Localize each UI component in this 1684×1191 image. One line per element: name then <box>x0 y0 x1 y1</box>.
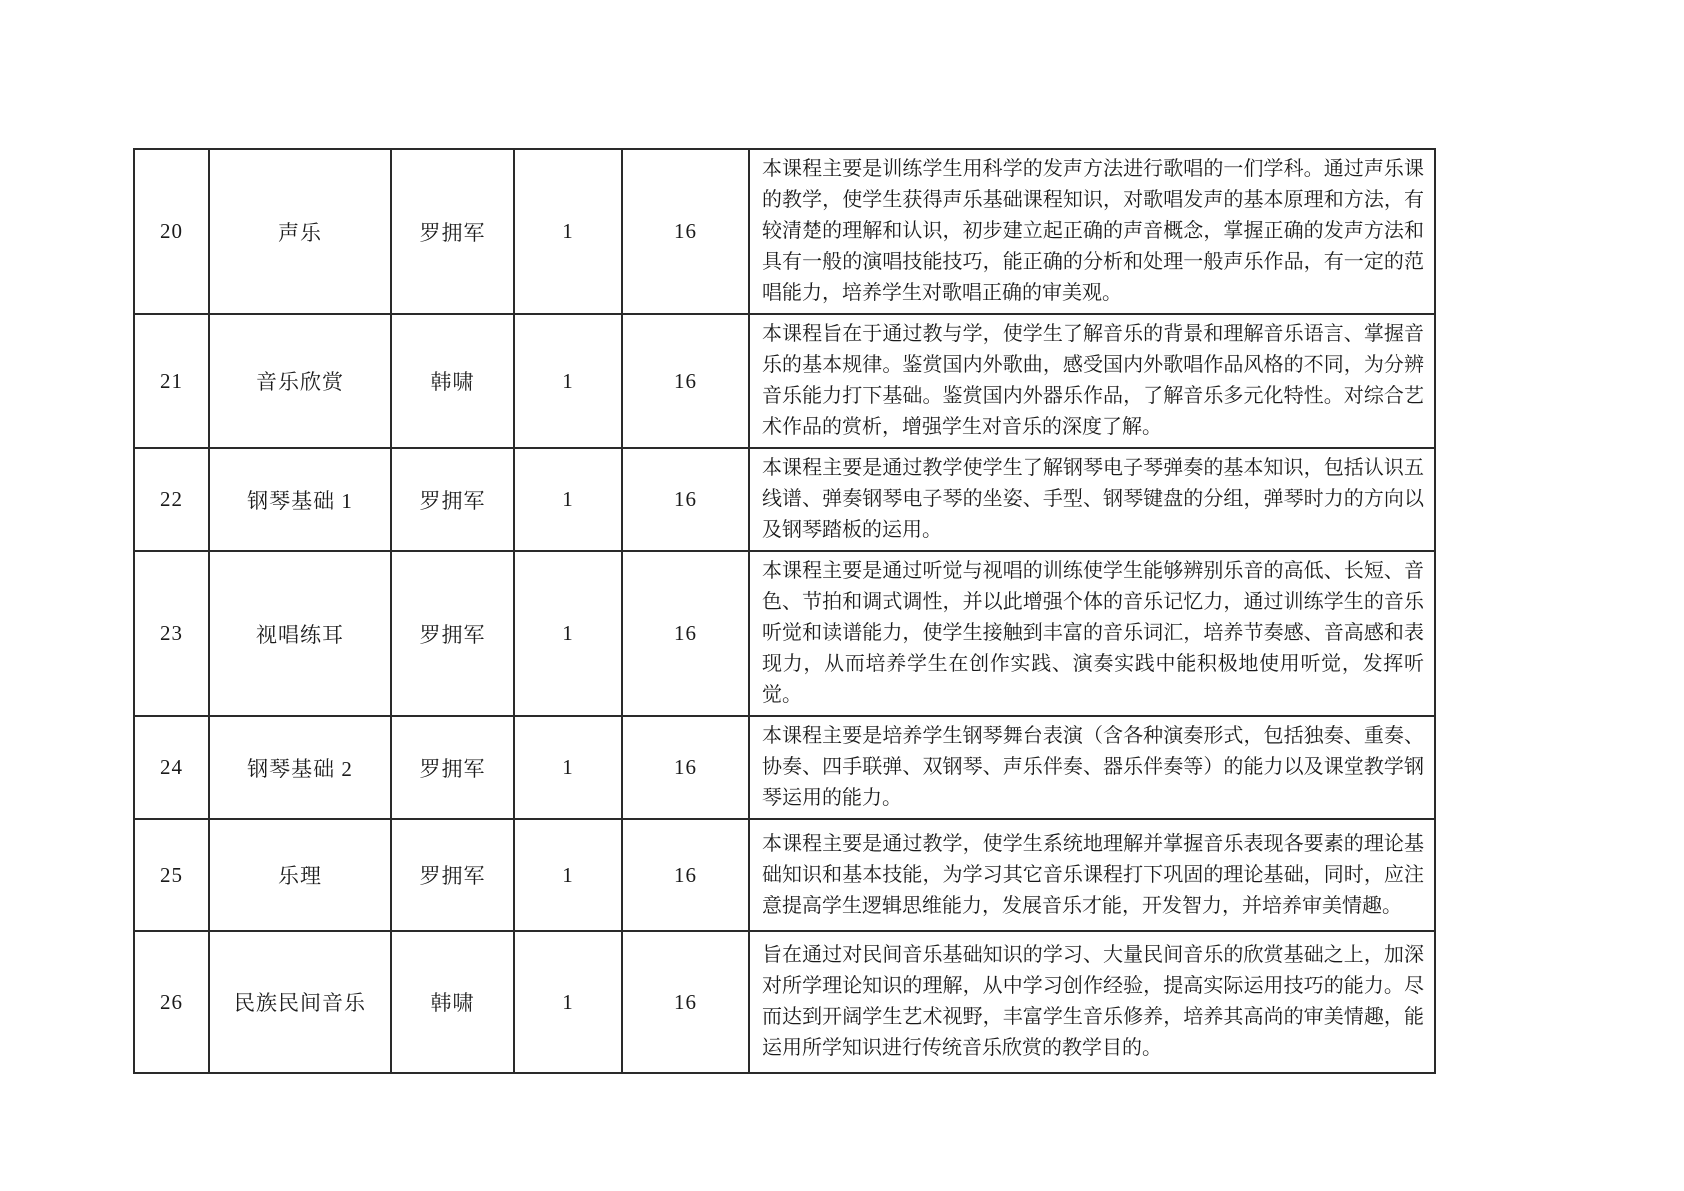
course-description-cell: 本课程主要是通过教学使学生了解钢琴电子琴弹奏的基本知识，包括认识五线谱、弹奏钢琴电子琴的坐姿、手型、钢琴键盘的分组，弹琴时力的方向以及钢琴踏板的运用。 <box>749 448 1435 551</box>
hours-cell: 16 <box>622 819 749 931</box>
row-number-cell: 26 <box>134 931 209 1073</box>
course-description-cell: 本课程主要是训练学生用科学的发声方法进行歌唱的一们学科。通过声乐课的教学，使学生获得声乐基础课程知识，对歌唱发声的基本原理和方法，有较清楚的理解和认识，初步建立起正确的声音概念，掌握正确的发声方法和具有一般的演唱技能技巧，能正确的分析和处理一般声乐作品，有一定的范唱能力，培养学生对歌唱正确的审美观。 <box>749 149 1435 314</box>
row-number-cell: 20 <box>134 149 209 314</box>
hours-cell: 16 <box>622 314 749 448</box>
course-name-cell: 音乐欣赏 <box>209 314 391 448</box>
credit-cell: 1 <box>514 931 622 1073</box>
course-name-cell: 民族民间音乐 <box>209 931 391 1073</box>
course-table-body <box>134 149 1435 1073</box>
course-name-cell: 声乐 <box>209 149 391 314</box>
teacher-name-cell: 罗拥军 <box>391 551 514 716</box>
credit-cell: 1 <box>514 819 622 931</box>
credit-cell: 1 <box>514 448 622 551</box>
credit-cell: 1 <box>514 149 622 314</box>
row-number-cell: 24 <box>134 716 209 819</box>
teacher-name-cell: 罗拥军 <box>391 149 514 314</box>
row-number-cell: 22 <box>134 448 209 551</box>
credit-cell: 1 <box>514 716 622 819</box>
course-name-cell: 视唱练耳 <box>209 551 391 716</box>
table-row <box>134 819 1435 931</box>
credit-cell: 1 <box>514 551 622 716</box>
course-description-cell: 本课程主要是培养学生钢琴舞台表演（含各种演奏形式，包括独奏、重奏、协奏、四手联弹、双钢琴、声乐伴奏、器乐伴奏等）的能力以及课堂教学钢琴运用的能力。 <box>749 716 1435 819</box>
course-description-cell: 旨在通过对民间音乐基础知识的学习、大量民间音乐的欣赏基础之上，加深对所学理论知识的理解，从中学习创作经验，提高实际运用技巧的能力。尽而达到开阔学生艺术视野，丰富学生音乐修养，培养其高尚的审美情趣，能运用所学知识进行传统音乐欣赏的教学目的。 <box>749 931 1435 1073</box>
table-row <box>134 149 1435 314</box>
course-name-cell: 钢琴基础 1 <box>209 448 391 551</box>
course-description-cell: 本课程主要是通过听觉与视唱的训练使学生能够辨别乐音的高低、长短、音色、节拍和调式调性，并以此增强个体的音乐记忆力，通过训练学生的音乐听觉和读谱能力，使学生接触到丰富的音乐词汇，培养节奏感、音高感和表现力，从而培养学生在创作实践、演奏实践中能积极地使用听觉，发挥听觉。 <box>749 551 1435 716</box>
course-description-cell: 本课程主要是通过教学，使学生系统地理解并掌握音乐表现各要素的理论基础知识和基本技能，为学习其它音乐课程打下巩固的理论基础，同时，应注意提高学生逻辑思维能力，发展音乐才能，开发智力，并培养审美情趣。 <box>749 819 1435 931</box>
hours-cell: 16 <box>622 716 749 819</box>
teacher-name-cell: 罗拥军 <box>391 716 514 819</box>
table-row <box>134 551 1435 716</box>
hours-cell: 16 <box>622 551 749 716</box>
hours-cell: 16 <box>622 931 749 1073</box>
course-description-cell: 本课程旨在于通过教与学，使学生了解音乐的背景和理解音乐语言、掌握音乐的基本规律。鉴赏国内外歌曲，感受国内外歌唱作品风格的不同，为分辨音乐能力打下基础。鉴赏国内外器乐作品，了解音乐多元化特性。对综合艺术作品的赏析，增强学生对音乐的深度了解。 <box>749 314 1435 448</box>
row-number-cell: 23 <box>134 551 209 716</box>
credit-cell: 1 <box>514 314 622 448</box>
hours-cell: 16 <box>622 149 749 314</box>
hours-cell: 16 <box>622 448 749 551</box>
teacher-name-cell: 韩啸 <box>391 931 514 1073</box>
table-row <box>134 448 1435 551</box>
row-number-cell: 25 <box>134 819 209 931</box>
course-name-cell: 钢琴基础 2 <box>209 716 391 819</box>
teacher-name-cell: 罗拥军 <box>391 819 514 931</box>
row-number-cell: 21 <box>134 314 209 448</box>
teacher-name-cell: 韩啸 <box>391 314 514 448</box>
table-row <box>134 314 1435 448</box>
table-row <box>134 931 1435 1073</box>
table-row <box>134 716 1435 819</box>
teacher-name-cell: 罗拥军 <box>391 448 514 551</box>
course-description-table <box>133 148 1436 1074</box>
course-name-cell: 乐理 <box>209 819 391 931</box>
